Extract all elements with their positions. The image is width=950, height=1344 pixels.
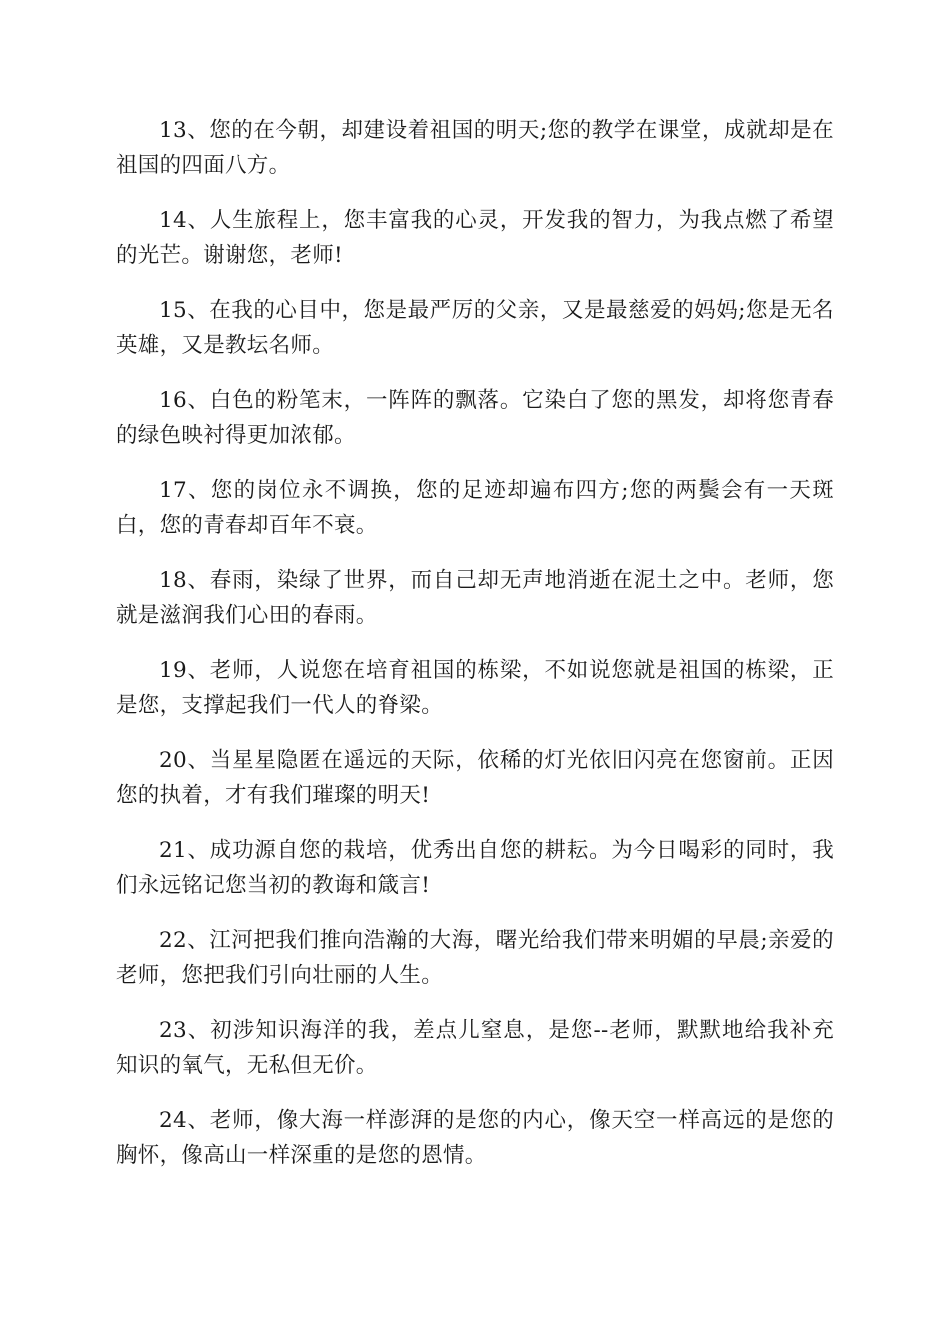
paragraph-18: 18、春雨，染绿了世界，而自己却无声地消逝在泥土之中。老师，您就是滋润我们心田的春雨。 xyxy=(116,568,834,628)
document-body xyxy=(116,113,834,1193)
paragraph-21: 21、成功源自您的栽培，优秀出自您的耕耘。为今日喝彩的同时，我们永远铭记您当初的教诲和箴言! xyxy=(116,838,834,898)
paragraph-17: 17、您的岗位永不调换，您的足迹却遍布四方;您的两鬓会有一天斑白，您的青春却百年不衰。 xyxy=(116,478,834,538)
paragraph-23: 23、初涉知识海洋的我，差点儿窒息，是您--老师，默默地给我补充知识的氧气，无私但无价。 xyxy=(116,1018,834,1078)
paragraph-13: 13、您的在今朝，却建设着祖国的明天;您的教学在课堂，成就却是在祖国的四面八方。 xyxy=(116,118,834,178)
paragraph-19: 19、老师，人说您在培育祖国的栋梁，不如说您就是祖国的栋梁，正是您，支撑起我们一代人的脊梁。 xyxy=(116,658,834,718)
paragraph-22: 22、江河把我们推向浩瀚的大海，曙光给我们带来明媚的早晨;亲爱的老师，您把我们引向壮丽的人生。 xyxy=(116,928,834,988)
paragraph-14: 14、人生旅程上，您丰富我的心灵，开发我的智力，为我点燃了希望的光芒。谢谢您，老师! xyxy=(116,208,834,268)
paragraph-20: 20、当星星隐匿在遥远的天际，依稀的灯光依旧闪亮在您窗前。正因您的执着，才有我们璀璨的明天! xyxy=(116,748,834,808)
paragraph-16: 16、白色的粉笔末，一阵阵的飘落。它染白了您的黑发，却将您青春的绿色映衬得更加浓郁。 xyxy=(116,388,834,448)
paragraph-24: 24、老师，像大海一样澎湃的是您的内心，像天空一样高远的是您的胸怀，像高山一样深重的是您的恩情。 xyxy=(116,1108,834,1168)
paragraph-15: 15、在我的心目中，您是最严厉的父亲，又是最慈爱的妈妈;您是无名英雄，又是教坛名师。 xyxy=(116,298,834,358)
